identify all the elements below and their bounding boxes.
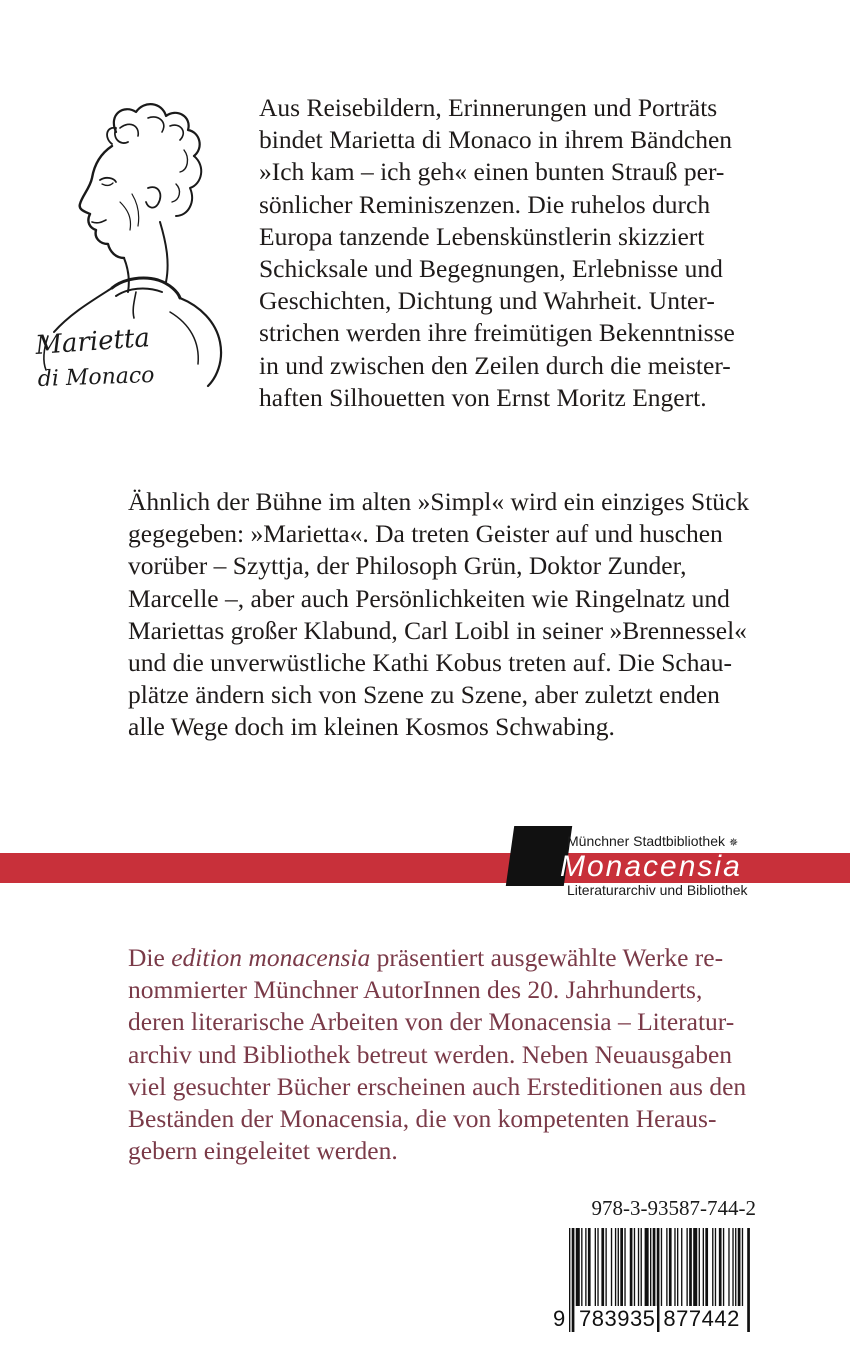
barcode-digits <box>553 1304 757 1334</box>
barcode-bar <box>732 1228 733 1306</box>
barcode-bar <box>723 1228 724 1306</box>
barcode-bar <box>674 1228 675 1306</box>
barcode-bar <box>588 1228 591 1306</box>
description-paragraph <box>128 486 788 744</box>
barcode-bar <box>615 1228 616 1306</box>
barcode-bar <box>585 1228 586 1306</box>
blurb-line: Geschichten, Dichtung und Wahrheit. Unter- <box>259 286 715 316</box>
edition-paragraph <box>128 942 808 1167</box>
barcode-bar <box>666 1228 667 1306</box>
blurb-line: strichen werden ihre freimütigen Bekenntnisse <box>259 318 735 348</box>
blurb-line: haften Silhouetten von Ernst Moritz Engert. <box>259 382 707 412</box>
barcode-bar <box>712 1228 713 1306</box>
barcode-bar <box>719 1228 722 1306</box>
barcode-bar <box>689 1228 692 1306</box>
edition-line: nommierter Münchner AutorInnen des 20. Jahrhunderts, <box>128 975 703 1005</box>
barcode-bar <box>738 1228 741 1306</box>
barcode-bar <box>634 1228 635 1306</box>
barcode-bar <box>693 1228 697 1306</box>
edition-line: Die edition monacensia präsentiert ausgewählte Werke re- <box>128 943 724 972</box>
blurb-line: Europa tanzende Lebenskünstlerin skizziert <box>259 221 705 251</box>
logo-bottom-text: Literaturarchiv und Bibliothek <box>567 882 748 898</box>
description-line: Mariettas großer Klabund, Carl Loibl in seiner »Brennessel« <box>128 615 747 645</box>
description-line: plätze ändern sich von Szene zu Szene, aber zuletzt enden <box>128 680 720 710</box>
barcode-bar <box>581 1228 582 1306</box>
blurb-line: sönlicher Reminiszenzen. Die ruhelos durch <box>259 189 711 219</box>
signature-line1: Marietta <box>34 323 151 361</box>
barcode-bar <box>677 1228 678 1306</box>
barcode-bar <box>597 1228 598 1306</box>
blurb-line: bindet Marietta di Monaco in ihrem Bändchen <box>259 125 733 155</box>
blurb-paragraph <box>259 92 779 414</box>
barcode-bar <box>669 1228 672 1306</box>
barcode-bar <box>686 1228 687 1306</box>
description-line: Ähnlich der Bühne im alten »Simpl« wird ein einziges Stück <box>128 487 750 516</box>
barcode-bar <box>620 1228 623 1306</box>
blurb-line: Aus Reisebildern, Erinnerungen und Porträts <box>259 93 718 122</box>
barcode-bar <box>605 1228 606 1306</box>
barcode-bar <box>703 1228 704 1306</box>
description-line: alle Wege doch im kleinen Kosmos Schwabing. <box>128 712 615 742</box>
edition-line: deren literarische Arbeiten von der Monacensia – Literatur- <box>128 1007 735 1037</box>
barcode-bar <box>681 1228 682 1306</box>
barcode-bar <box>618 1228 619 1306</box>
barcode-bar <box>611 1228 612 1306</box>
barcode-bar <box>728 1228 729 1306</box>
barcode-bar <box>650 1228 651 1306</box>
barcode-group-right: 877442 <box>663 1306 740 1331</box>
barcode-bar <box>630 1228 633 1306</box>
edition-line: archiv und Bibliothek betreut werden. Neben Neuausgaben <box>128 1039 733 1069</box>
barcode-bar <box>715 1228 716 1306</box>
barcode-first-digit: 9 <box>553 1306 566 1331</box>
blurb-line: »Ich kam – ich geh« einen bunten Strauß per- <box>259 157 725 187</box>
edition-line: viel gesuchter Bücher erscheinen auch Ersteditionen aus den <box>128 1071 747 1101</box>
description-line: vorüber – Szyttja, der Philosoph Grün, Doktor Zunder, <box>128 551 687 581</box>
barcode-group-left: 783935 <box>579 1306 656 1331</box>
isbn-number: 978-3-93587-744-2 <box>591 1196 756 1220</box>
description-line: Marcelle –, aber auch Persönlichkeiten wie Ringelnatz und <box>128 583 730 613</box>
logo-top-text: Münchner Stadtbibliothek ✵ <box>567 833 739 849</box>
barcode-bar <box>699 1228 700 1306</box>
barcode-bar <box>705 1228 708 1306</box>
description-line: und die unverwüstliche Kathi Kobus treten auf. Die Schau- <box>128 648 733 678</box>
barcode-bar <box>576 1228 580 1306</box>
barcode-bar <box>624 1228 625 1306</box>
barcode-bar <box>661 1228 662 1306</box>
barcode-bar <box>595 1228 596 1306</box>
logo-wordmark: Monacensia <box>560 850 742 883</box>
signature-line2: di Monaco <box>37 362 155 392</box>
portrait-sketch <box>20 92 252 398</box>
barcode-bar <box>638 1228 639 1306</box>
edition-line: gebern eingeleitet werden. <box>128 1136 398 1166</box>
barcode-bar <box>645 1228 649 1306</box>
series-name: edition monacensia <box>171 943 371 972</box>
blurb-line: Schicksale und Begegnungen, Erlebnisse und <box>259 254 723 284</box>
barcode-bar <box>735 1228 736 1306</box>
star-icon: ✵ <box>729 837 739 849</box>
barcode-bar <box>742 1228 743 1306</box>
barcode-bar <box>601 1228 604 1306</box>
blurb-line: in und zwischen den Zeilen durch die meister- <box>259 350 731 380</box>
edition-line: Beständen der Monacensia, die von kompetenten Heraus- <box>128 1104 717 1134</box>
barcode-bar <box>641 1228 642 1306</box>
description-line: gegegeben: »Marietta«. Da treten Geister auf und huschen <box>128 519 723 549</box>
